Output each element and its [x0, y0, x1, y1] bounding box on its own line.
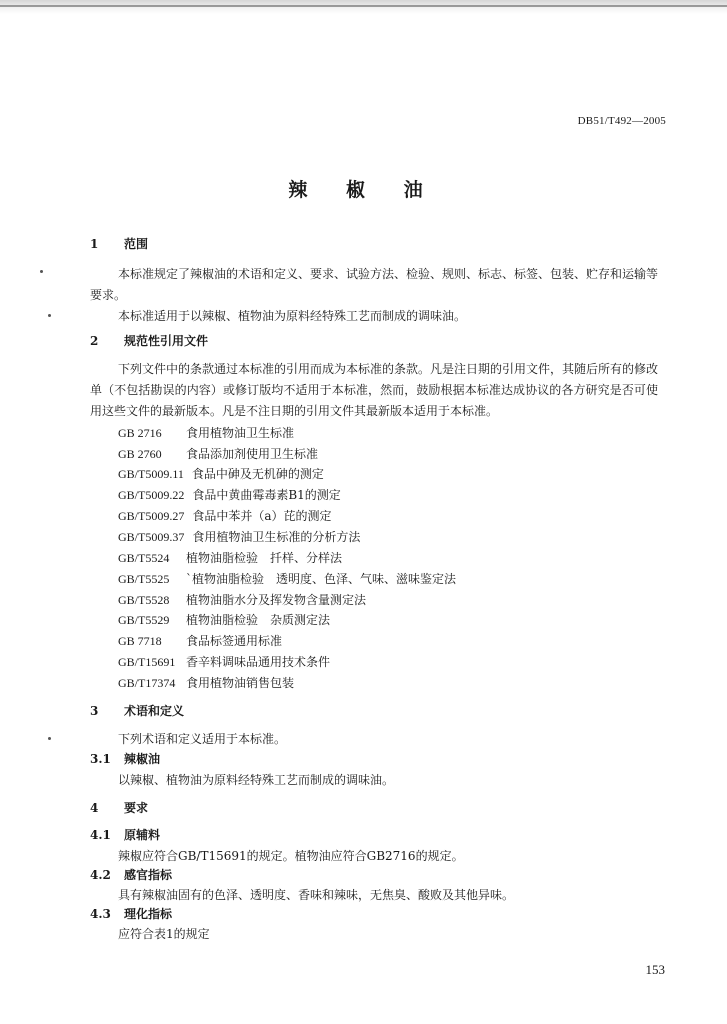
subsection-3-1-number: 3.1	[90, 752, 111, 766]
reference-item	[118, 592, 366, 609]
subsection-4-1-heading	[90, 827, 160, 844]
reference-title: 香辛料调味品通用技术条件	[186, 655, 331, 669]
subsection-4-3-number: 4.3	[90, 907, 111, 921]
margin-dot	[40, 270, 43, 273]
subsection-4-2-heading	[90, 867, 172, 884]
section-3-number: 3	[90, 704, 99, 718]
scan-line	[0, 5, 727, 7]
reference-title: 食品中黄曲霉毒素B1的测定	[192, 488, 341, 502]
reference-title: 植物油脂水分及挥发物含量测定法	[186, 593, 367, 607]
subsection-3-1-title: 辣椒油	[124, 752, 161, 766]
subsection-3-1-heading	[90, 751, 160, 768]
reference-title: 植物油脂检验 扦样、分样法	[186, 551, 343, 565]
reference-code: GB/T5009.27	[118, 509, 185, 523]
section-4-heading	[90, 800, 148, 817]
reference-code: GB/T5009.37	[118, 530, 185, 544]
document-code: DB51/T492—2005	[577, 115, 666, 127]
reference-item	[118, 654, 330, 671]
subsection-4-2-title: 感官指标	[124, 868, 173, 882]
section-1-title: 范围	[124, 237, 149, 251]
margin-dot	[48, 737, 51, 740]
scan-top-edge	[0, 0, 727, 14]
page-title: 辣 椒 油	[288, 179, 439, 201]
subsection-4-2-text: 具有辣椒油固有的色泽、透明度、香味和辣味，无焦臭、酸败及其他异味。	[118, 888, 515, 902]
reference-code: GB/T5529	[118, 613, 170, 627]
reference-title: `植物油脂检验 透明度、色泽、气味、滋味鉴定法	[186, 572, 457, 586]
section-4-title: 要求	[124, 801, 149, 815]
reference-item	[118, 466, 324, 483]
reference-title: 食用植物油销售包装	[186, 676, 295, 690]
subsection-4-1-text: 辣椒应符合GB/T15691的规定。植物油应符合GB2716的规定。	[118, 849, 464, 863]
reference-item	[118, 446, 318, 463]
reference-title: 食用植物油卫生标准	[186, 426, 295, 440]
reference-item	[118, 529, 360, 546]
section-2-title: 规范性引用文件	[124, 334, 209, 348]
reference-item	[118, 508, 332, 525]
subsection-4-3-text: 应符合表1的规定	[118, 927, 210, 941]
reference-code: GB/T5009.11	[118, 467, 184, 481]
reference-title: 食品标签通用标准	[186, 634, 283, 648]
subsection-3-1-text: 以辣椒、植物油为原料经特殊工艺而制成的调味油。	[118, 773, 395, 787]
reference-code: GB/T15691	[118, 655, 176, 669]
margin-dot	[48, 314, 51, 317]
reference-code: GB/T5524	[118, 551, 170, 565]
section-1-heading	[90, 236, 148, 253]
section-2-heading	[90, 333, 208, 350]
reference-code: GB/T5525	[118, 572, 170, 586]
reference-title: 植物油脂检验 杂质测定法	[186, 613, 331, 627]
reference-title: 食品添加剂使用卫生标准	[186, 447, 319, 461]
reference-title: 食品中砷及无机砷的测定	[191, 467, 324, 481]
reference-code: GB/T17374	[118, 676, 176, 690]
section-3-paragraph: 下列术语和定义适用于本标准。	[118, 732, 287, 746]
reference-item	[118, 612, 330, 629]
subsection-4-3-title: 理化指标	[124, 907, 173, 921]
reference-code: GB 2716	[118, 426, 162, 440]
reference-item	[118, 571, 456, 588]
reference-title: 食用植物油卫生标准的分析方法	[192, 530, 361, 544]
section-3-title: 术语和定义	[124, 704, 185, 718]
section-3-heading	[90, 703, 184, 720]
reference-item	[118, 487, 341, 504]
page-number: 153	[645, 962, 665, 977]
section-2-number: 2	[90, 334, 99, 348]
reference-title: 食品中苯并（a）芘的测定	[192, 509, 332, 523]
reference-code: GB 7718	[118, 634, 162, 648]
subsection-4-1-title: 原辅料	[124, 828, 161, 842]
section-2-paragraph: 下列文件中的条款通过本标准的引用而成为本标准的条款。凡是注日期的引用文件，其随后所有的修改单（不包括勘误的内容）或修订版均不适用于本标准，然而，鼓励根据本标准达成协议的各方研究是否可使用这些文件的最新版本。凡是不注日期的引用文件其最新版本适用于本标准。	[90, 362, 659, 418]
reference-code: GB/T5528	[118, 593, 170, 607]
reference-code: GB 2760	[118, 447, 162, 461]
section-1-paragraph-1: 本标准规定了辣椒油的术语和定义、要求、试验方法、检验、规则、标志、标签、包装、贮存和运输等要求。	[90, 267, 659, 302]
subsection-4-2-number: 4.2	[90, 868, 111, 882]
reference-item	[118, 425, 294, 442]
section-1-paragraph-2: 本标准适用于以辣椒、植物油为原料经特殊工艺而制成的调味油。	[118, 309, 467, 323]
reference-code: GB/T5009.22	[118, 488, 185, 502]
reference-item	[118, 675, 294, 692]
section-1-number: 1	[90, 237, 99, 251]
reference-item	[118, 550, 342, 567]
subsection-4-3-heading	[90, 906, 172, 923]
reference-item	[118, 633, 282, 650]
section-4-number: 4	[90, 801, 99, 815]
subsection-4-1-number: 4.1	[90, 828, 111, 842]
